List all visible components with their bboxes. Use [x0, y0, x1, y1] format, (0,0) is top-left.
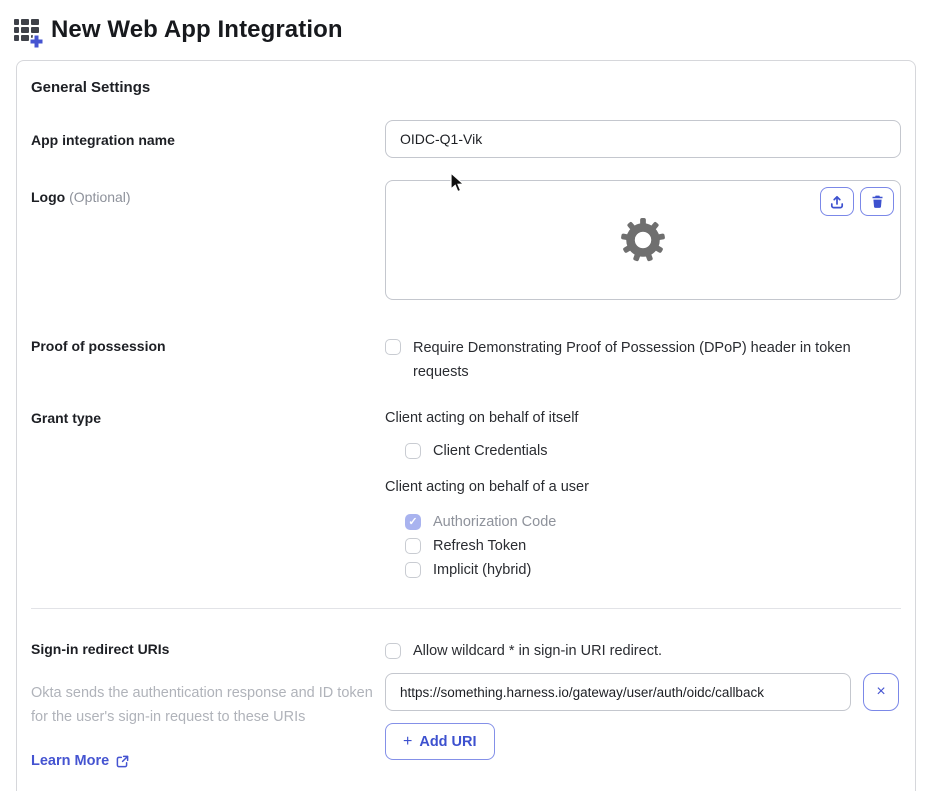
logo-actions — [820, 187, 894, 216]
upload-icon — [829, 194, 845, 210]
app-grid-add-icon — [14, 15, 42, 45]
section-divider — [31, 608, 901, 609]
wildcard-checkbox[interactable] — [385, 643, 401, 659]
upload-logo-button[interactable] — [820, 187, 854, 216]
client-credentials-checkbox[interactable] — [405, 443, 421, 459]
authorization-code-label: Authorization Code — [433, 514, 557, 530]
x-icon: × — [876, 683, 886, 700]
proof-label: Proof of possession — [31, 338, 166, 354]
refresh-token-label: Refresh Token — [433, 538, 527, 554]
trash-icon — [870, 194, 885, 209]
logo-label: Logo (Optional) — [31, 189, 131, 205]
redirect-uris-row — [31, 639, 901, 770]
proof-of-possession-row — [31, 336, 901, 384]
learn-more-link[interactable]: Learn More — [31, 753, 129, 769]
general-settings-card — [16, 60, 916, 791]
refresh-token-checkbox[interactable] — [405, 538, 421, 554]
redirect-uri-input[interactable] — [385, 673, 851, 711]
page-header — [0, 0, 937, 46]
grant-group-user-heading: Client acting on behalf of a user — [385, 479, 589, 495]
redirect-uris-label: Sign-in redirect URIs — [31, 641, 170, 657]
logo-row — [31, 180, 901, 300]
app-name-row — [31, 120, 901, 158]
implicit-hybrid-label: Implicit (hybrid) — [433, 562, 532, 578]
grant-group-itself-heading: Client acting on behalf of itself — [385, 410, 579, 426]
add-uri-button[interactable]: + Add URI — [385, 723, 495, 760]
external-link-icon — [116, 755, 129, 768]
dpop-checkbox[interactable] — [385, 339, 401, 355]
logo-dropzone[interactable] — [385, 180, 901, 300]
implicit-hybrid-checkbox[interactable] — [405, 562, 421, 578]
dpop-checkbox-label: Require Demonstrating Proof of Possession (DPoP) header in token requests — [413, 340, 851, 380]
client-credentials-label: Client Credentials — [433, 443, 548, 459]
plus-icon — [29, 34, 44, 49]
gear-icon — [620, 217, 666, 263]
wildcard-checkbox-label: Allow wildcard * in sign-in URI redirect. — [413, 643, 662, 659]
grant-type-label: Grant type — [31, 410, 102, 426]
delete-logo-button[interactable] — [860, 187, 894, 216]
section-title: General Settings — [31, 79, 151, 96]
app-name-input[interactable] — [385, 120, 901, 158]
remove-uri-button[interactable] — [863, 673, 899, 711]
plus-icon: + — [403, 732, 413, 750]
grant-type-row — [31, 408, 901, 582]
app-name-label: App integration name — [31, 132, 175, 148]
logo-optional-label: (Optional) — [69, 189, 131, 205]
redirect-uris-helper: Okta sends the authentication response and ID token for the user's sign-in request to these URIs — [31, 685, 373, 725]
authorization-code-checkbox[interactable] — [405, 514, 421, 530]
page-title: New Web App Integration — [51, 15, 343, 43]
